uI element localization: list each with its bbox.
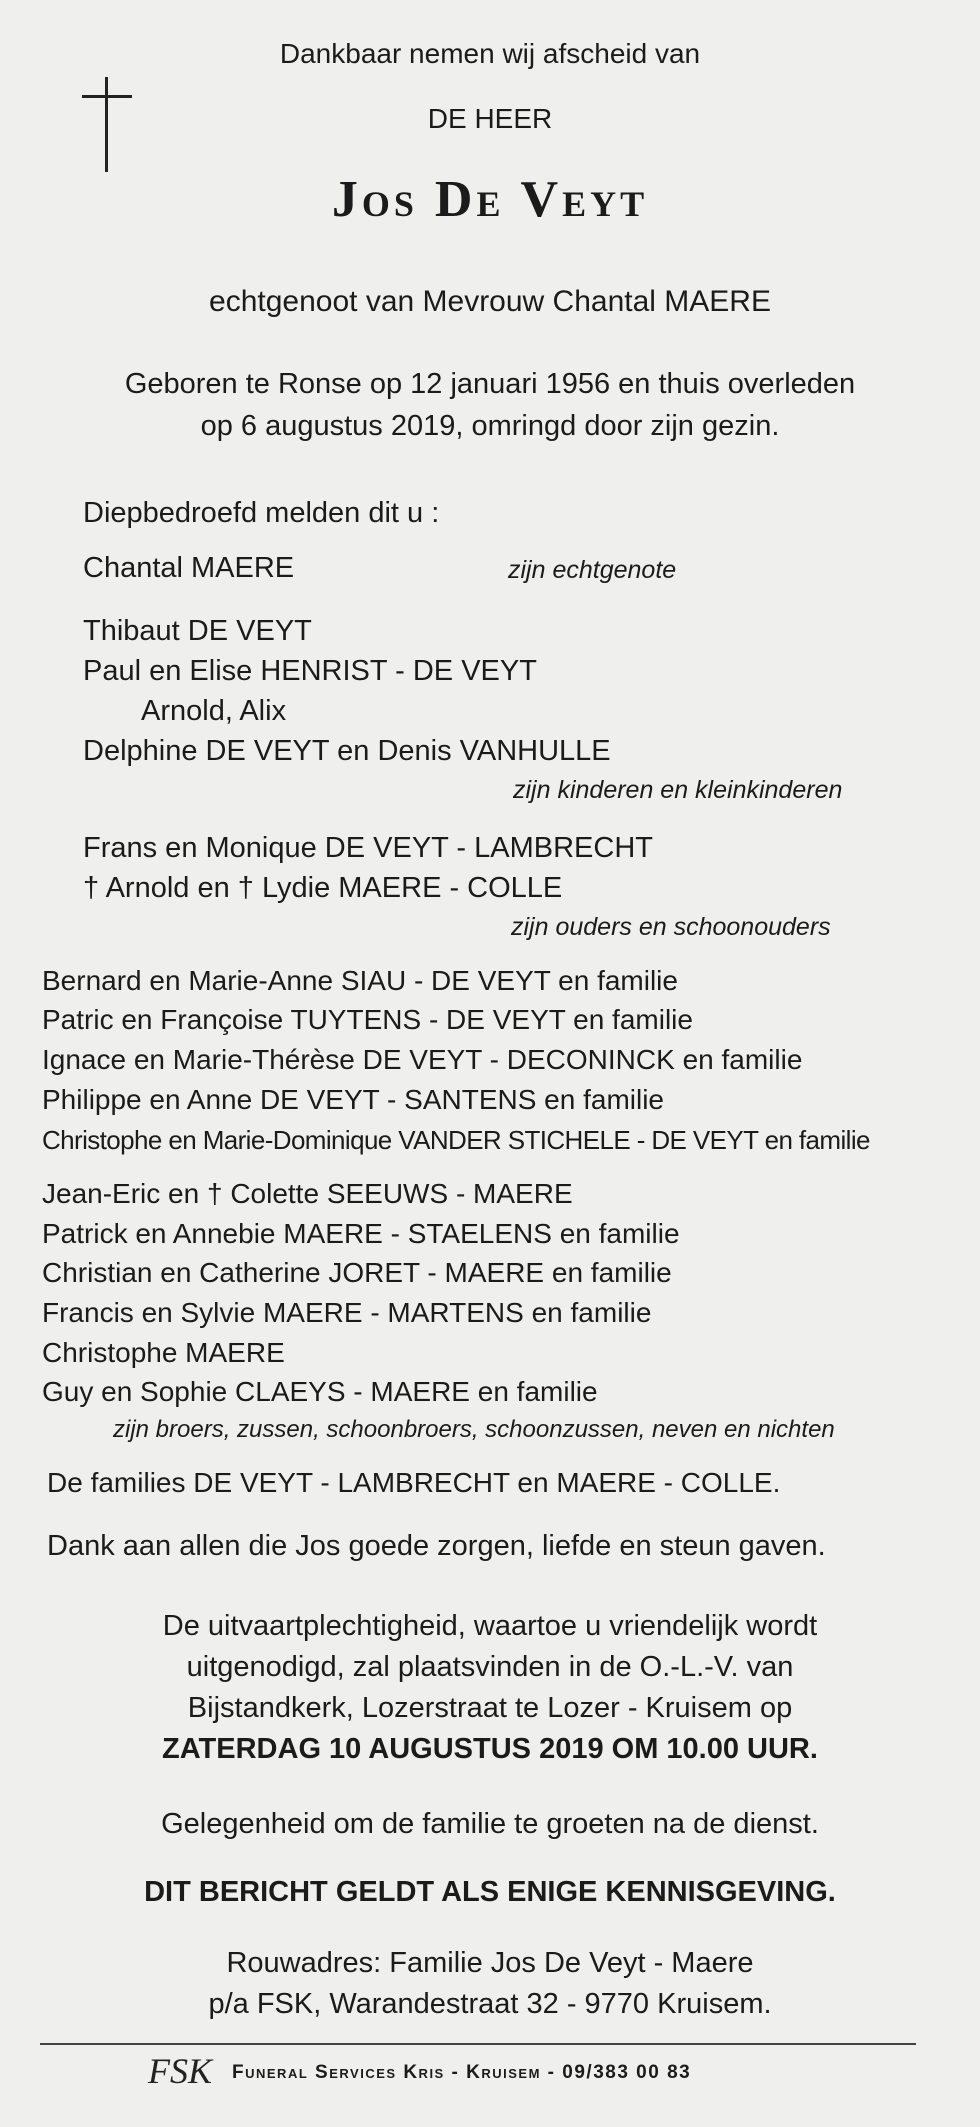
- birth-line-2: op 6 augustus 2019, omringd door zijn gezin.: [200, 410, 780, 442]
- address-line-2: p/a FSK, Warandestraat 32 - 9770 Kruisem.: [208, 1988, 772, 2020]
- address-line-1: Rouwadres: Familie Jos De Veyt - Maere: [226, 1947, 754, 1979]
- families-line: De families DE VEYT - LAMBRECHT en MAERE - COLLE.: [47, 1467, 781, 1498]
- child-3: Delphine DE VEYT en Denis VANHULLE: [83, 735, 611, 767]
- greeting-line: Gelegenheid om de familie te groeten na de dienst.: [161, 1808, 819, 1840]
- fsk-logo: FSK: [148, 2051, 213, 2091]
- deceased-name: Jos De Veyt: [331, 171, 649, 228]
- sibling-a-4: Philippe en Anne DE VEYT - SANTENS en familie: [42, 1084, 665, 1115]
- spouse-role: zijn echtgenote: [508, 556, 677, 584]
- thanks-line: Dank aan allen die Jos goede zorgen, liefde en steun gaven.: [47, 1530, 826, 1562]
- child-1: Thibaut DE VEYT: [83, 615, 312, 647]
- child-2: Paul en Elise HENRIST - DE VEYT: [83, 655, 537, 687]
- title-prefix: DE HEER: [427, 103, 553, 134]
- sibling-b-1: Jean-Eric en † Colette SEEUWS - MAERE: [42, 1178, 573, 1209]
- sibling-a-2: Patric en Françoise TUYTENS - DE VEYT en familie: [42, 1004, 693, 1035]
- funeral-date: ZATERDAG 10 AUGUSTUS 2019 OM 10.00 UUR.: [162, 1733, 818, 1765]
- sibling-b-4: Francis en Sylvie MAERE - MARTENS en familie: [42, 1297, 652, 1328]
- announce-text: Diepbedroefd melden dit u :: [83, 497, 440, 529]
- birth-line-1: Geboren te Ronse op 12 januari 1956 en thuis overleden: [124, 368, 856, 400]
- parents-role: zijn ouders en schoonouders: [511, 913, 831, 941]
- funeral-line-3: Bijstandkerk, Lozerstraat te Lozer - Kruisem op: [187, 1692, 793, 1724]
- siblings-role: zijn broers, zussen, schoonbroers, schoonzussen, neven en nichten: [113, 1416, 835, 1443]
- grandchildren: Arnold, Alix: [141, 695, 287, 727]
- footer-text: Funeral Services Kris - Kruisem - 09/383 00 83: [232, 2062, 692, 2083]
- sibling-b-3: Christian en Catherine JORET - MAERE en familie: [42, 1257, 672, 1288]
- parents-1: Frans en Monique DE VEYT - LAMBRECHT: [83, 832, 653, 864]
- intro-text: Dankbaar nemen wij afscheid van: [279, 38, 701, 69]
- footer-divider: [40, 2043, 916, 2045]
- sibling-a-3: Ignace en Marie-Thérèse DE VEYT - DECONINCK en familie: [42, 1044, 803, 1075]
- notice-line: DIT BERICHT GELDT ALS ENIGE KENNISGEVING.: [144, 1876, 836, 1908]
- spouse-name: Chantal MAERE: [83, 552, 295, 584]
- spouse-line: echtgenoot van Mevrouw Chantal MAERE: [209, 285, 771, 318]
- sibling-b-2: Patrick en Annebie MAERE - STAELENS en familie: [42, 1218, 680, 1249]
- funeral-line-1: De uitvaartplechtigheid, waartoe u vriendelijk wordt: [162, 1610, 818, 1642]
- funeral-line-2: uitgenodigd, zal plaatsvinden in de O.-L.-V. van: [186, 1651, 794, 1683]
- sibling-a-1: Bernard en Marie-Anne SIAU - DE VEYT en familie: [42, 965, 678, 996]
- parents-2: † Arnold en † Lydie MAERE - COLLE: [83, 872, 563, 904]
- sibling-b-5: Christophe MAERE: [42, 1337, 285, 1368]
- sibling-a-5: Christophe en Marie-Dominique VANDER STICHELE - DE VEYT en familie: [42, 1125, 870, 1155]
- children-role: zijn kinderen en kleinkinderen: [513, 776, 843, 804]
- sibling-b-6: Guy en Sophie CLAEYS - MAERE en familie: [42, 1376, 598, 1407]
